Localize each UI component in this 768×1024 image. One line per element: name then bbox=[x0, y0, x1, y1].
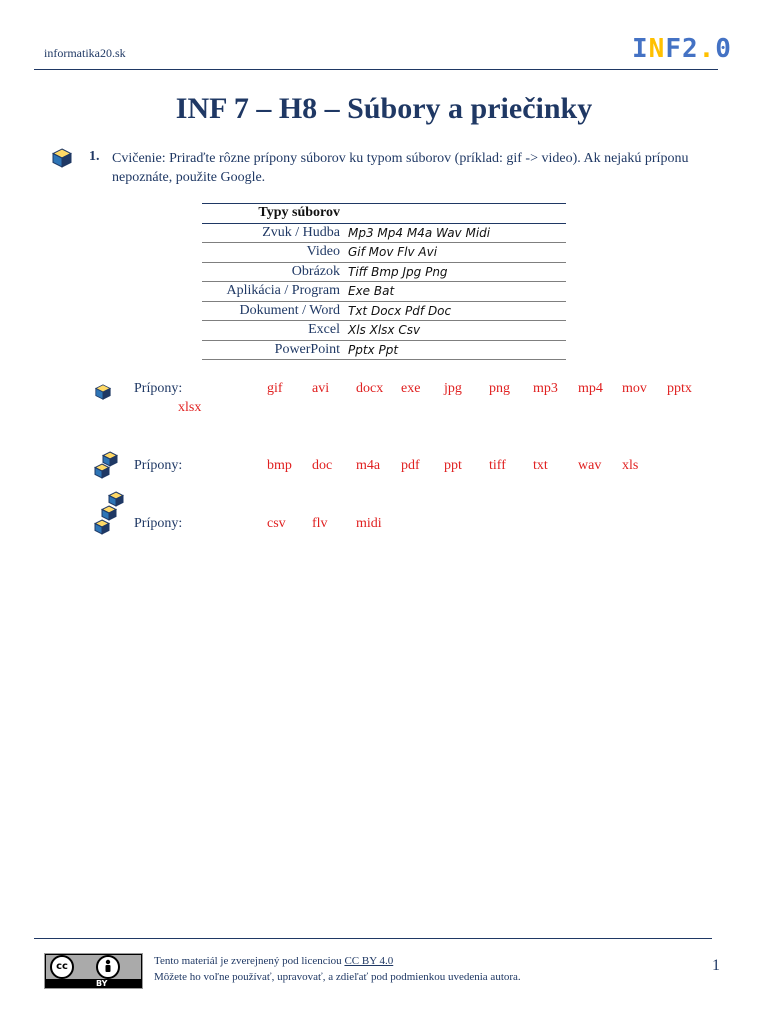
extension-item: exe bbox=[401, 381, 421, 396]
file-type-cell: Dokument / Word bbox=[202, 301, 348, 321]
cube-stack-1-icon bbox=[95, 384, 111, 405]
table-row bbox=[202, 243, 566, 263]
page-number: 1 bbox=[712, 957, 720, 974]
file-type-cell: Zvuk / Hudba bbox=[202, 223, 348, 243]
license-line2: Môžete ho voľne používať, upravovať, a zdieľať pod podmienkou uvedenia autora. bbox=[154, 971, 521, 983]
license-notice bbox=[154, 953, 574, 991]
extension-item: midi bbox=[356, 516, 382, 531]
cube-stack-3-icon bbox=[94, 491, 124, 540]
extension-item: wav bbox=[578, 458, 602, 473]
extension-item: tiff bbox=[489, 458, 506, 473]
extension-item: txt bbox=[533, 458, 548, 473]
cube-stack-2-icon bbox=[94, 451, 118, 484]
table-row bbox=[202, 340, 566, 360]
extension-item: xls bbox=[622, 458, 639, 473]
cc-by-text: BY bbox=[96, 979, 108, 988]
extension-item: gif bbox=[267, 381, 283, 396]
table-header: Typy súborov bbox=[202, 204, 348, 224]
extensions-cell: Exe Bat bbox=[348, 282, 566, 302]
extension-item: png bbox=[489, 381, 510, 396]
header-divider bbox=[34, 69, 718, 70]
page-title: INF 7 – H8 – Súbory a priečinky bbox=[175, 92, 593, 125]
extension-item: mp4 bbox=[578, 381, 603, 396]
inf-logo: INF2.0 bbox=[632, 34, 732, 64]
site-url: informatika20.sk bbox=[44, 46, 126, 60]
extensions-cell: Gif Mov Flv Avi bbox=[348, 243, 566, 263]
extension-item: pptx bbox=[667, 381, 692, 396]
table-row bbox=[202, 301, 566, 321]
extensions-label-3: Prípony: bbox=[134, 516, 183, 531]
extensions-label-2: Prípony: bbox=[134, 458, 183, 473]
table-header-row bbox=[202, 204, 566, 224]
extensions-cell: Xls Xlsx Csv bbox=[348, 321, 566, 341]
extension-item: doc bbox=[312, 458, 333, 473]
file-types-table bbox=[202, 203, 566, 360]
extensions-label-1: Prípony: bbox=[134, 381, 183, 396]
extensions-cell: Mp3 Mp4 M4a Wav Midi bbox=[348, 223, 566, 243]
extensions-cell: Tiff Bmp Jpg Png bbox=[348, 262, 566, 282]
file-type-cell: Aplikácia / Program bbox=[202, 282, 348, 302]
table-row bbox=[202, 223, 566, 243]
table-row bbox=[202, 321, 566, 341]
extension-item: mov bbox=[622, 381, 647, 396]
exercise-instruction: Cvičenie: Priraďte rôzne prípony súborov ku typom súborov (príklad: gif -> video). Ak nejakú príponu nepoznáte, použite Google. bbox=[112, 151, 689, 185]
extension-item: avi bbox=[312, 381, 330, 396]
license-prefix: Tento materiál je zverejnený pod licenciou bbox=[154, 955, 345, 967]
file-type-cell: Excel bbox=[202, 321, 348, 341]
extension-item: bmp bbox=[267, 458, 292, 473]
attribution-person-icon bbox=[96, 955, 120, 979]
cc-icon: cc bbox=[50, 955, 74, 979]
cube-icon bbox=[52, 148, 72, 173]
table-row bbox=[202, 262, 566, 282]
extension-item: flv bbox=[312, 516, 328, 531]
extension-item: mp3 bbox=[533, 381, 558, 396]
file-type-cell: Obrázok bbox=[202, 262, 348, 282]
extensions-cell: Pptx Ppt bbox=[348, 340, 566, 360]
extension-item: csv bbox=[267, 516, 286, 531]
extension-item: pdf bbox=[401, 458, 420, 473]
extension-item: m4a bbox=[356, 458, 381, 473]
exercise-number: 1. bbox=[89, 149, 100, 164]
table-row bbox=[202, 282, 566, 302]
extensions-cell: Txt Docx Pdf Doc bbox=[348, 301, 566, 321]
extension-item: ppt bbox=[444, 458, 462, 473]
extension-item: docx bbox=[356, 381, 384, 396]
license-link[interactable]: CC BY 4.0 bbox=[344, 955, 394, 967]
footer-divider bbox=[34, 938, 712, 939]
file-type-cell: PowerPoint bbox=[202, 340, 348, 360]
extension-item: jpg bbox=[444, 381, 462, 396]
file-type-cell: Video bbox=[202, 243, 348, 263]
extension-item: xlsx bbox=[178, 400, 202, 415]
